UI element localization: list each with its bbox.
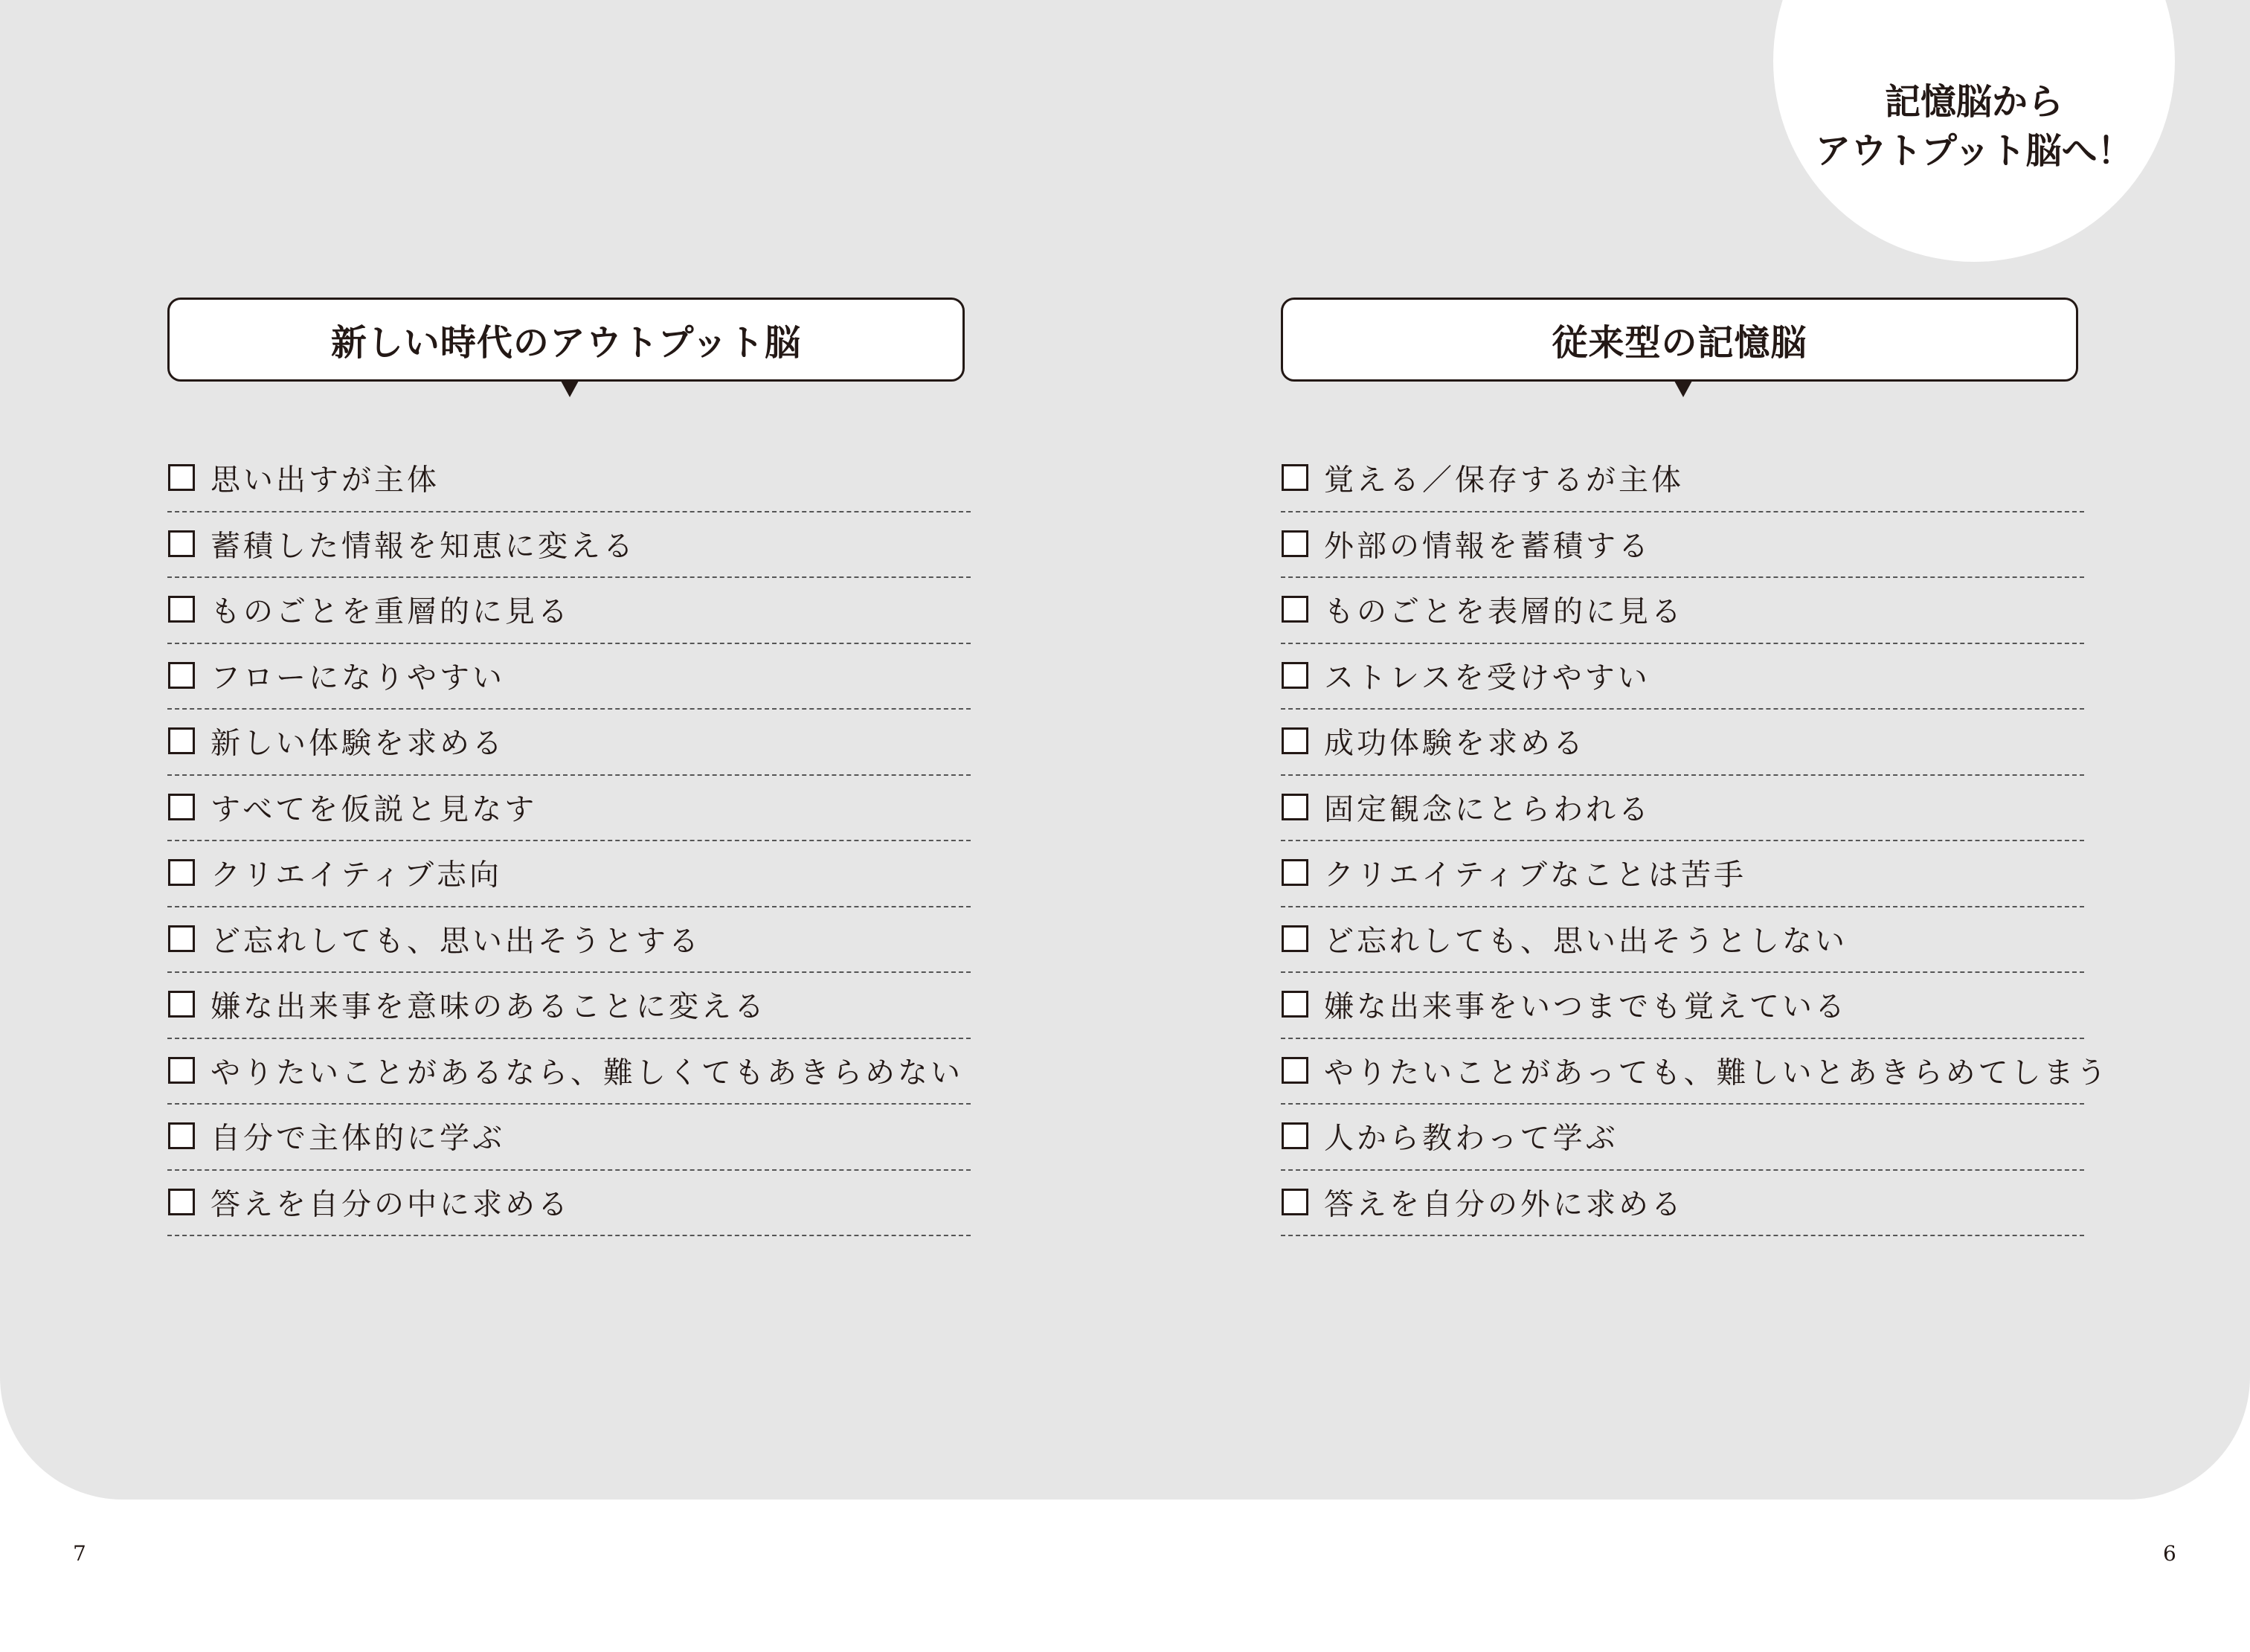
- checklist-item-label: やりたいことがあるなら、難しくてもあきらめない: [210, 1055, 963, 1090]
- checklist-item-label: ストレスを受けやすい: [1324, 661, 1650, 695]
- checklist-item: [167, 644, 971, 710]
- checklist-item: [167, 1171, 971, 1237]
- header-pointer-icon: [1674, 381, 1692, 397]
- memory-brain-header: [1281, 298, 2078, 382]
- checkbox[interactable]: [168, 859, 195, 886]
- checkbox[interactable]: [168, 727, 195, 754]
- checkbox[interactable]: [168, 794, 195, 820]
- checklist-item-label: クリエイティブなことは苦手: [1324, 858, 1746, 893]
- checklist-item-label: クリエイティブ志向: [210, 858, 502, 893]
- checklist-item-label: 嫌な出来事をいつまでも覚えている: [1324, 989, 1848, 1024]
- checklist-item: [1281, 644, 2084, 710]
- checkbox[interactable]: [1282, 1189, 1308, 1215]
- checklist-item-label: 人から教わって学ぶ: [1324, 1121, 1619, 1156]
- checkbox[interactable]: [1282, 596, 1308, 623]
- checklist-item: [1281, 841, 2084, 907]
- checklist-item: [167, 1105, 971, 1171]
- checklist-item: [167, 1039, 971, 1105]
- checklist-item: [167, 973, 971, 1039]
- checklist-item-label: 答えを自分の中に求める: [210, 1187, 570, 1221]
- checklist-item-label: ど忘れしても、思い出そうとする: [210, 924, 701, 958]
- checkbox[interactable]: [1282, 1122, 1308, 1149]
- output-brain-column: [167, 298, 969, 1221]
- checklist-item: [1281, 1039, 2109, 1105]
- checklist-item: [1281, 1171, 2084, 1237]
- checklist-item-label: 自分で主体的に学ぶ: [210, 1121, 505, 1156]
- checklist-item: [1281, 578, 2084, 644]
- checkbox[interactable]: [168, 662, 195, 689]
- checklist-item: [167, 776, 971, 842]
- output-brain-checklist: [167, 446, 971, 1236]
- checklist-item-label: すべてを仮説と見なす: [210, 792, 538, 826]
- header-pointer-icon: [561, 381, 579, 397]
- memory-brain-checklist: [1281, 446, 2109, 1236]
- output-brain-header: [167, 298, 965, 382]
- page-number-left: 7: [73, 1541, 86, 1566]
- checklist-item-label: 固定観念にとらわれる: [1324, 792, 1651, 826]
- checklist-item-label: 覚える／保存するが主体: [1324, 463, 1684, 498]
- checklist-item-label: ど忘れしても、思い出そうとしない: [1324, 924, 1848, 958]
- checklist-item: [1281, 1105, 2084, 1171]
- page-number-right: 6: [2163, 1541, 2176, 1566]
- checkbox[interactable]: [168, 464, 195, 491]
- checkbox[interactable]: [168, 991, 195, 1018]
- checklist-item: [167, 446, 971, 512]
- checklist-item: [1281, 907, 2084, 974]
- checklist-item-label: やりたいことがあっても、難しいとあきらめてしまう: [1324, 1055, 2109, 1090]
- checklist-item: [167, 512, 971, 579]
- output-brain-title: 新しい時代のアウトプット脳: [330, 322, 802, 364]
- checklist-item-label: 答えを自分の外に求める: [1324, 1187, 1684, 1221]
- checkbox[interactable]: [1282, 794, 1308, 820]
- checklist-item-label: 思い出すが主体: [210, 463, 440, 498]
- memory-brain-column: [1281, 298, 2109, 1221]
- checkbox[interactable]: [168, 1189, 195, 1215]
- checkbox[interactable]: [168, 925, 195, 952]
- checklist-item-label: 外部の情報を蓄積する: [1324, 529, 1651, 563]
- checklist-item: [1281, 446, 2084, 512]
- checklist-item: [1281, 710, 2084, 776]
- checkbox[interactable]: [1282, 662, 1308, 689]
- badge-line-1: 記憶脳から: [1884, 81, 2063, 123]
- badge-line-2: アウトプット脳へ！: [1815, 130, 2133, 172]
- checkbox[interactable]: [1282, 530, 1308, 557]
- checkbox[interactable]: [1282, 991, 1308, 1018]
- checklist-item-label: ものごとを重層的に見る: [210, 594, 570, 629]
- checkbox[interactable]: [168, 596, 195, 623]
- memory-brain-title: 従来型の記憶脳: [1552, 322, 1807, 364]
- checklist-item-label: 嫌な出来事を意味のあることに変える: [210, 989, 767, 1024]
- checkbox[interactable]: [168, 1057, 195, 1084]
- checklist-item-label: 新しい体験を求める: [210, 726, 505, 761]
- checkbox[interactable]: [1282, 464, 1308, 491]
- checkbox[interactable]: [168, 1122, 195, 1149]
- checklist-item: [1281, 973, 2084, 1039]
- checkbox[interactable]: [1282, 859, 1308, 886]
- checklist-item: [167, 841, 971, 907]
- checkbox[interactable]: [1282, 1057, 1308, 1084]
- checklist-item: [167, 907, 971, 974]
- checkbox[interactable]: [1282, 727, 1308, 754]
- checkbox[interactable]: [1282, 925, 1308, 952]
- checklist-item-label: ものごとを表層的に見る: [1324, 594, 1684, 629]
- badge-text: [1773, 77, 2175, 176]
- checklist-item-label: 成功体験を求める: [1324, 726, 1586, 761]
- checklist-item: [1281, 776, 2084, 842]
- checklist-item: [167, 578, 971, 644]
- checklist-item-label: 蓄積した情報を知恵に変える: [210, 529, 636, 563]
- checklist-item: [1281, 512, 2084, 579]
- checkbox[interactable]: [168, 530, 195, 557]
- checklist-item-label: フローになりやすい: [210, 661, 505, 695]
- checklist-item: [167, 710, 971, 776]
